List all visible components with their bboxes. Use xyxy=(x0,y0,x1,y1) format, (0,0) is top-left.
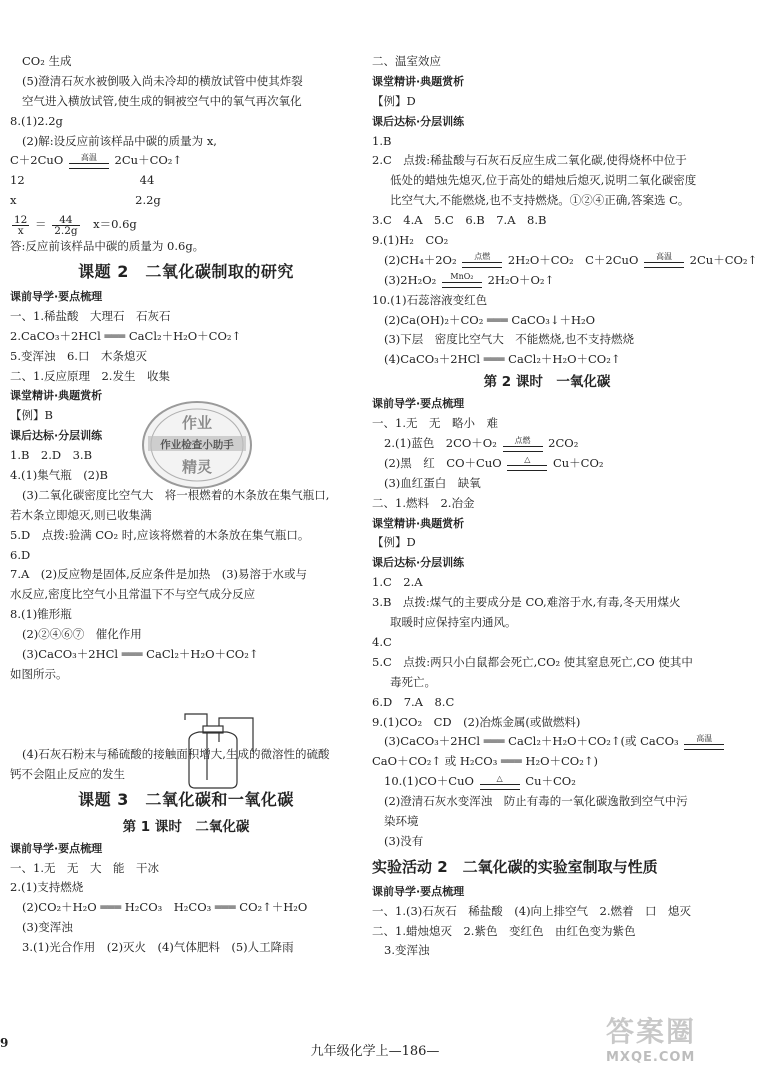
left-column xyxy=(10,52,362,958)
equation-line: C＋2CuO 高温 2Cu＋CO₂↑ xyxy=(10,152,183,168)
section-header: 课堂精讲·典题赏析 xyxy=(10,389,103,403)
text-line: 一、1.稀盐酸 大理石 石灰石 xyxy=(10,308,171,323)
text-line: 6.D 7.A 8.C xyxy=(372,694,455,709)
equation-line: (3)CaCO₃＋2HCl ═══ CaCl₂＋H₂O＋CO₂↑(或 CaCO₃ 高温 xyxy=(372,732,722,752)
text-line: 10.(1)石蕊溶液变红色 xyxy=(372,292,488,307)
text-line: (3)变浑浊 xyxy=(22,920,73,935)
text-line: (3)CaCO₃＋2HCl ═══ CaCl₂＋H₂O＋CO₂↑ xyxy=(22,647,259,662)
text-line: x 2.2g xyxy=(10,193,161,208)
lesson-subtitle: 第 1 课时 二氧化碳 xyxy=(122,818,250,835)
text-line: (2)CO₂＋H₂O ═══ H₂CO₃ H₂CO₃ ═══ CO₂↑＋H₂O xyxy=(22,900,308,915)
text-line: CaO＋CO₂↑ 或 H₂CO₃ ═══ H₂O＋CO₂↑) xyxy=(372,754,598,769)
equation-line: (2)CH₄＋2O₂ 点燃 2H₂O＋CO₂ C＋2CuO 高温 2Cu＋CO₂↑ xyxy=(384,252,757,267)
proportion-line: $\frac{12}{x}$ ＝ $\frac{44}{2.2g}$ x＝0.6g xyxy=(14,213,137,237)
text-line: 【例】B xyxy=(10,408,53,423)
right-column xyxy=(372,52,757,961)
text-line: 一、1.(3)石灰石 稀盐酸 (4)向上排空气 2.燃着 口 熄灭 xyxy=(372,903,692,918)
text-line: (3)没有 xyxy=(384,833,424,848)
text-line: (3)二氧化碳密度比空气大 将一根燃着的木条放在集气瓶口, xyxy=(22,487,330,502)
text-line: 5.变浑浊 6.口 木条熄灭 xyxy=(10,348,147,363)
text-line: 若木条立即熄灭,则已收集满 xyxy=(10,507,152,522)
text-line: (2)澄清石灰水变浑浊 防止有毒的一氧化碳逸散到空气中污 xyxy=(384,794,688,809)
text-line: (5)澄清石灰水被倒吸入尚未冷却的横放试管中使其炸裂 xyxy=(22,73,303,88)
lesson-title: 课题 3 二氧化碳和一氧化碳 xyxy=(78,789,294,809)
text-line: 【例】D xyxy=(372,93,416,108)
text-line: 5.D 点拨:验满 CO₂ 时,应该将燃着的木条放在集气瓶口。 xyxy=(10,527,310,542)
text-line: CO₂ 生成 xyxy=(22,54,72,68)
text-line: 空气进入横放试管,使生成的铜被空气中的氧气再次氧化 xyxy=(22,93,302,108)
text-line: (2)Ca(OH)₂＋CO₂ ═══ CaCO₃↓＋H₂O xyxy=(384,312,596,327)
text-line: 一、1.无 无 大 能 干冰 xyxy=(10,860,159,875)
lesson-subtitle: 第 2 课时 一氧化碳 xyxy=(483,374,611,391)
text-line: 低处的蜡烛先熄灭,位于高处的蜡烛后熄灭,说明二氧化碳密度 xyxy=(390,173,697,188)
text-line: 8.(1)2.2g xyxy=(10,113,63,128)
text-line: 5.C 点拨:两只小白鼠都会死亡,CO₂ 使其窒息死亡,CO 使其中 xyxy=(372,654,693,669)
text-line: 钙不会阻止反应的发生 xyxy=(10,766,125,781)
section-header: 课前导学·要点梳理 xyxy=(372,884,465,898)
lesson-title: 课题 2 二氧化碳制取的研究 xyxy=(78,262,294,282)
section-header: 课堂精讲·典题赏析 xyxy=(372,74,465,88)
page-footer: 九年级化学上—186— xyxy=(310,1044,440,1059)
section-header: 课后达标·分层训练 xyxy=(372,556,465,570)
section-header: 课前导学·要点梳理 xyxy=(10,841,103,855)
text-line: 2.C 点拨:稀盐酸与石灰石反应生成二氧化碳,使得烧杯中位于 xyxy=(372,153,687,168)
text-line: 二、温室效应 xyxy=(372,54,441,68)
section-header: 课堂精讲·典题赏析 xyxy=(372,516,465,530)
text-line: 二、1.反应原理 2.发生 收集 xyxy=(10,368,170,383)
text-line: 2.(1)支持燃烧 xyxy=(10,880,84,895)
text-line: (3)血红蛋白 缺氧 xyxy=(384,475,481,490)
text-line: (2)②④⑥⑦ 催化作用 xyxy=(22,627,142,642)
text-line: (4)石灰石粉末与稀硫酸的接触面积增大,生成的微溶性的硫酸 xyxy=(22,746,330,761)
text-line: 二、1.蜡烛熄灭 2.紫色 变红色 由红色变为紫色 xyxy=(372,923,636,938)
text-line: 4.C xyxy=(372,634,392,649)
figure-space xyxy=(10,685,362,705)
text-line: 如图所示。 xyxy=(10,666,68,681)
text-line: 染环境 xyxy=(384,813,419,828)
text-line: 3.(1)光合作用 (2)灭火 (4)气体肥料 (5)人工降雨 xyxy=(22,940,294,955)
stamp-bottom-text: 精灵 xyxy=(181,458,213,476)
text-line: 【例】D xyxy=(372,535,416,550)
text-line: 6.D xyxy=(10,547,31,562)
text-line: 3.B 点拨:煤气的主要成分是 CO,难溶于水,有毒,冬天用煤火 xyxy=(372,595,681,610)
stamp-top-text: 作业 xyxy=(181,414,213,432)
text-line: 毒死亡。 xyxy=(390,674,436,689)
text-line: 水反应,密度比空气小且常温下不与空气成分反应 xyxy=(10,587,256,602)
equation-line: (2)黑 红 CO＋CuO △ Cu＋CO₂ xyxy=(384,455,604,470)
text-line: 12 44 xyxy=(10,173,155,188)
text-line: 1.B 2.D 3.B xyxy=(10,448,93,463)
text-line: 8.(1)锥形瓶 xyxy=(10,607,72,622)
text-line: (4)CaCO₃＋2HCl ═══ CaCl₂＋H₂O＋CO₂↑ xyxy=(384,352,621,367)
watermark xyxy=(606,1010,696,1065)
activity-title: 实验活动 2 二氧化碳的实验室制取与性质 xyxy=(372,857,658,876)
section-header: 课后达标·分层训练 xyxy=(372,114,465,128)
text-line: (2)解:设反应前该样品中碳的质量为 x, xyxy=(22,133,217,148)
watermark-brand: 答案圈 xyxy=(606,1015,697,1048)
text-line: 4.(1)集气瓶 (2)B xyxy=(10,468,109,483)
text-line: 比空气大,不能燃烧,也不支持燃烧。①②④正确,答案选 C。 xyxy=(390,193,690,208)
text-line: 1.B xyxy=(372,133,392,148)
equation-line: (3)2H₂O₂ MnO₂ 2H₂O＋O₂↑ xyxy=(384,272,555,287)
section-header: 课前导学·要点梳理 xyxy=(372,397,465,411)
page-marker: 9 xyxy=(0,1036,9,1050)
homework-helper-stamp xyxy=(140,398,255,493)
gas-collection-apparatus-figure xyxy=(175,712,265,792)
watermark-url: MXQE.COM xyxy=(606,1050,696,1065)
text-line: 7.A (2)反应物是固体,反应条件是加热 (3)易溶于水或与 xyxy=(10,567,308,582)
section-header: 课后达标·分层训练 xyxy=(10,429,103,443)
text-line: 3.C 4.A 5.C 6.B 7.A 8.B xyxy=(372,213,547,228)
equation-line: 10.(1)CO＋CuO △ Cu＋CO₂ xyxy=(384,773,576,789)
section-header: 课前导学·要点梳理 xyxy=(10,290,103,304)
text-line: 1.C 2.A xyxy=(372,575,423,590)
text-line: 9.(1)H₂ CO₂ xyxy=(372,233,449,248)
text-line: 一、1.无 无 略小 难 xyxy=(372,416,498,431)
stamp-middle-text: 作业检查小助手 xyxy=(160,439,234,451)
text-line: 答:反应前该样品中碳的质量为 0.6g。 xyxy=(10,239,205,254)
equation-line: 2.(1)蓝色 2CO＋O₂ 点燃 2CO₂ xyxy=(384,435,579,451)
text-line: 取暖时应保持室内通风。 xyxy=(390,615,517,630)
text-line: 3.变浑浊 xyxy=(384,943,430,958)
text-line: 二、1.燃料 2.冶金 xyxy=(372,495,475,510)
text-line: 9.(1)CO₂ CD (2)冶炼金属(或做燃料) xyxy=(372,714,581,729)
text-line: 2.CaCO₃＋2HCl ═══ CaCl₂＋H₂O＋CO₂↑ xyxy=(10,328,242,343)
text-line: (3)下层 密度比空气大 不能燃烧,也不支持燃烧 xyxy=(384,332,634,347)
